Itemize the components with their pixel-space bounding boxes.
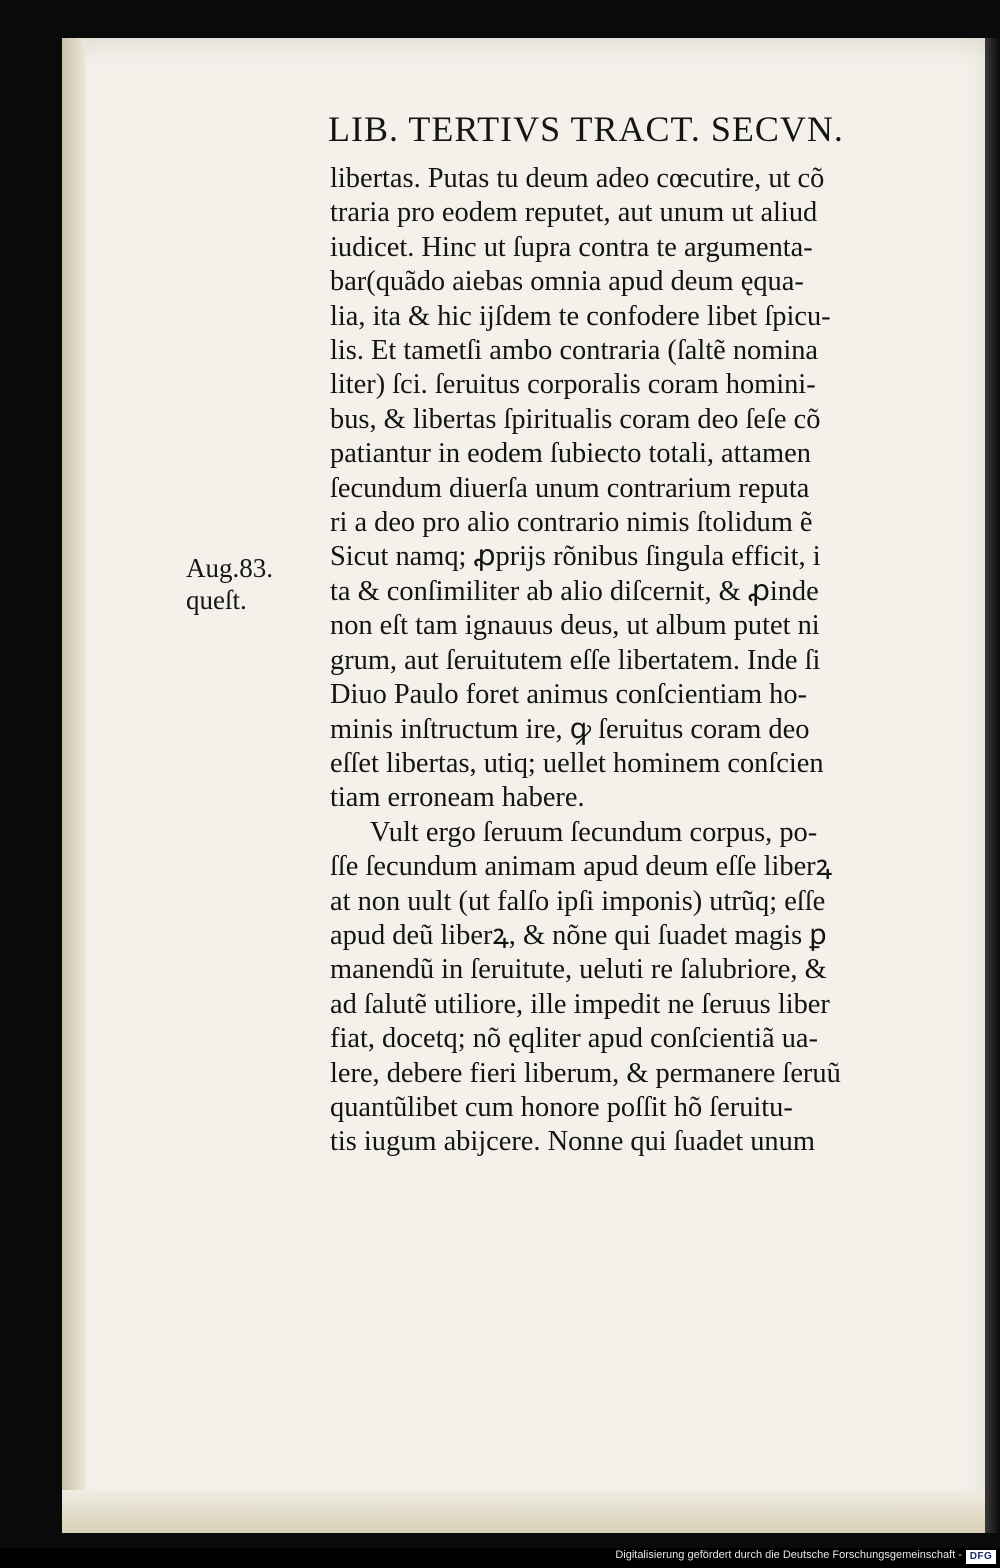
- page-bottom-edge: [62, 1490, 992, 1533]
- text-line: bar(quãdo aiebas omnia apud deum ęqua-: [330, 266, 804, 298]
- text-line: lere, debere fieri liberum, & permanere ſeruũ: [330, 1057, 841, 1089]
- text-line: minis inſtructum ire, ꝙ ſeruitus coram deo: [330, 713, 810, 745]
- margin-note-line: Aug.83.: [186, 553, 273, 583]
- text-line: quantũlibet cum honore poſſit hõ ſeruitu-: [330, 1091, 793, 1123]
- body-text: [330, 162, 950, 1160]
- running-head: LIB. TERTIVS TRACT. SECVN.: [328, 109, 844, 149]
- text-line: ad ſalutẽ utiliore, ille impedit ne ſeruus liber: [330, 988, 830, 1020]
- text-line: Sicut namq; ꝓprijs rõnibus ſingula efficit, i: [330, 541, 821, 573]
- paragraph-start-line: Vult ergo ſeruum ſecundum corpus, po-: [370, 816, 818, 848]
- dfg-logo-icon: DFG: [966, 1550, 996, 1564]
- text-line: bus, & libertas ſpiritualis coram deo ſeſe cõ: [330, 403, 821, 435]
- text-line: eſſet libertas, utiq; uellet hominem conſcien: [330, 747, 824, 779]
- text-line: tiam erroneam habere.: [330, 782, 585, 814]
- text-line: traria pro eodem reputet, aut unum ut aliud: [330, 197, 818, 229]
- text-line: fiat, docetq; nõ ęqliter apud conſcientiã ua-: [330, 1023, 818, 1055]
- text-line: liter) ſci. ſeruitus corporalis coram homini-: [330, 369, 816, 401]
- page-right-shadow: [985, 38, 1000, 1533]
- margin-note: [186, 552, 326, 616]
- text-line: patiantur in eodem ſubiecto totali, attamen: [330, 438, 811, 470]
- text-line: libertas. Putas tu deum adeo cœcutire, ut cõ: [330, 163, 825, 194]
- text-line: manendũ in ſeruitute, ueluti re ſalubriore, &: [330, 954, 827, 986]
- text-line: tis iugum abijcere. Nonne qui ſuadet unum: [330, 1126, 815, 1158]
- text-line: ſecundum diuerſa unum contrarium reputa: [330, 472, 810, 504]
- margin-note-line: queſt.: [186, 585, 247, 615]
- text-line: iudicet. Hinc ut ſupra contra te argumenta-: [330, 231, 813, 263]
- text-line: grum, aut ſeruitutem eſſe libertatem. Inde ſi: [330, 644, 821, 676]
- funding-credit: Digitalisierung gefördert durch die Deutsche Forschungsgemeinschaft -: [615, 1549, 962, 1561]
- text-line: lis. Et tametſi ambo contraria (ſaltẽ nomina: [330, 335, 819, 367]
- text-line: non eſt tam ignauus deus, ut album putet ni: [330, 610, 820, 642]
- text-line: apud deũ liberꝝ, & nõne qui ſuadet magis ꝑ: [330, 919, 827, 951]
- text-line: ſſe ſecundum animam apud deum eſſe liberꝝ: [330, 851, 833, 883]
- text-line: at non uult (ut falſo ipſi imponis) utrũq; eſſe: [330, 885, 826, 917]
- text-line: ta & conſimiliter ab alio diſcernit, & ꝓinde: [330, 575, 819, 607]
- text-line: Diuo Paulo foret animus conſcientiam ho-: [330, 679, 808, 711]
- text-line: ri a deo pro alio contrario nimis ſtolidum ẽ: [330, 507, 813, 539]
- page-binding-edge: [62, 38, 86, 1533]
- text-line: lia, ita & hic ijſdem te confodere libet ſpicu-: [330, 300, 831, 332]
